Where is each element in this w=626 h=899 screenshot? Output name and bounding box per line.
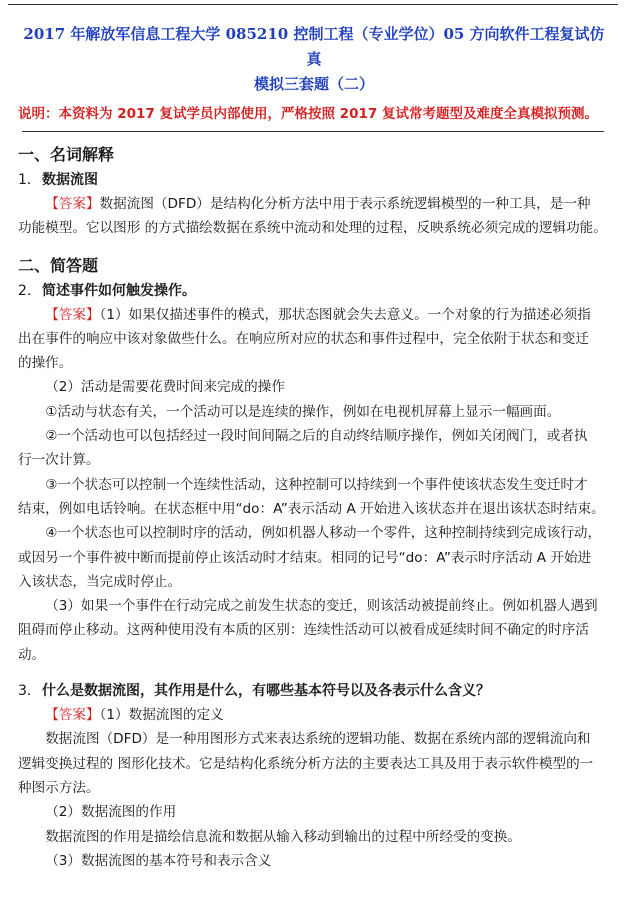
- question-3-answer-line: （3）数据流图的基本符号和表示含义: [45, 852, 272, 869]
- question-2-answer-line: ③一个状态可以控制一个连续性活动，这种控制可以持续到一个事件使该状态发生变迁时才: [45, 476, 588, 493]
- question-2-answer-line: ④一个状态也可以控制时序的活动，例如机器人移动一个零件，这种控制持续到完成该行动，: [45, 525, 602, 542]
- question-2-heading: [18, 279, 610, 303]
- question-2-answer-line: 动。: [18, 646, 46, 663]
- document-title-line-2: 模拟三套题（二）: [253, 75, 374, 93]
- question-1-title: 数据流图: [42, 172, 98, 188]
- answer-label: 【答案】: [45, 306, 100, 323]
- section-heading-short-answer: 二、简答题: [18, 255, 99, 275]
- question-3-answer-line: 种图示方法。: [18, 779, 100, 796]
- question-2-answer-line: 行一次计算。: [18, 452, 100, 469]
- question-2-answer-line: （2）活动是需要花费时间来完成的操作: [45, 379, 285, 396]
- question-2-title: 简述事件如何触发操作。: [42, 282, 196, 299]
- question-1-heading: [18, 168, 610, 192]
- question-2-answer-line: 入该状态，当完成时停止。: [18, 573, 182, 590]
- question-1-answer-line-2: 功能模型。它以图形 的方式描绘数据在系统中流动和处理的过程，反映系统必须完成的逻辑功能。: [18, 220, 607, 237]
- question-2-answer-line: 阻碍而停止移动。这两种使用没有本质的区别：连续性活动可以被看成延续时间不确定的时序活: [18, 622, 589, 639]
- question-3-answer-line: （2）数据流图的作用: [45, 804, 177, 821]
- question-2-answer-line: 的操作。: [18, 355, 73, 372]
- answer-label: 【答案】: [45, 196, 100, 212]
- question-3-answer-line: 数据流图（DFD）是一种用图形方式来表达系统的逻辑功能、数据在系统内部的逻辑流向和: [45, 731, 591, 748]
- question-3-answer-line: 逻辑变换过程的 图形化技术。它是结构化系统分析方法的主要表达工具及用于表示软件模型的一: [18, 755, 594, 772]
- question-1-answer-line-1: 【答案】数据流图（DFD）是结构化分析方法中用于表示系统逻辑模型的一种工具，是一种: [45, 196, 591, 212]
- question-2-answer-line: 或因另一个事件被中断而提前停止该活动时才结束。相同的记号“do：A”表示时序活动 A 开始进: [18, 549, 592, 566]
- document-title-line-1: 2017 年解放军信息工程大学 085210 控制工程（专业学位）05 方向软件工程复试仿真: [23, 25, 605, 68]
- header-rule: [8, 4, 618, 5]
- question-2-answer-line: 【答案】（1）如果仅描述事件的模式，那状态图就会失去意义。一个对象的行为描述必须指: [45, 306, 591, 323]
- question-2-answer-line: （3）如果一个事件在行动完成之前发生状态的变迁，则该活动被提前终止。例如机器人遇到: [45, 598, 598, 615]
- question-3-answer-line: 【答案】（1）数据流图的定义: [45, 707, 224, 724]
- note-divider: [22, 131, 604, 132]
- spacer: [18, 667, 610, 677]
- question-3-answer-line: 数据流图的作用是描绘信息流和数据从输入移动到输出的过程中所经受的变换。: [45, 828, 521, 845]
- question-2-number: 2．: [18, 282, 41, 299]
- question-3-heading: [18, 679, 610, 703]
- question-3-number: 3．: [18, 683, 41, 700]
- answer-label: 【答案】: [45, 707, 100, 724]
- question-2-answer-line: 出在事件的响应中该对象做些什么。在响应所对应的状态和事件过程中，完全依附于状态和变迁: [18, 330, 589, 347]
- question-2-answer-line: ②一个活动也可以包括经过一段时间间隔之后的自动终结顺序操作，例如关闭阀门，或者执: [45, 428, 588, 445]
- question-2-answer-line: 结束，例如电话铃响。在状态框中用“do：A”表示活动 A 开始进入该状态并在退出该状态时结束。: [18, 500, 605, 517]
- question-1-number: 1．: [18, 172, 41, 188]
- section-heading-terms: 一、名词解释: [18, 145, 115, 164]
- document-page: [18, 22, 610, 873]
- question-3-title: 什么是数据流图，其作用是什么，有哪些基本符号以及各表示什么含义？: [42, 683, 490, 700]
- question-2-answer-line: ①活动与状态有关，一个活动可以是连续的操作，例如在电视机屏幕上显示一幅画面。: [45, 403, 561, 420]
- document-note: 说明：本资料为 2017 复试学员内部使用，严格按照 2017 复试常考题型及难度全真模拟预测。: [18, 106, 598, 122]
